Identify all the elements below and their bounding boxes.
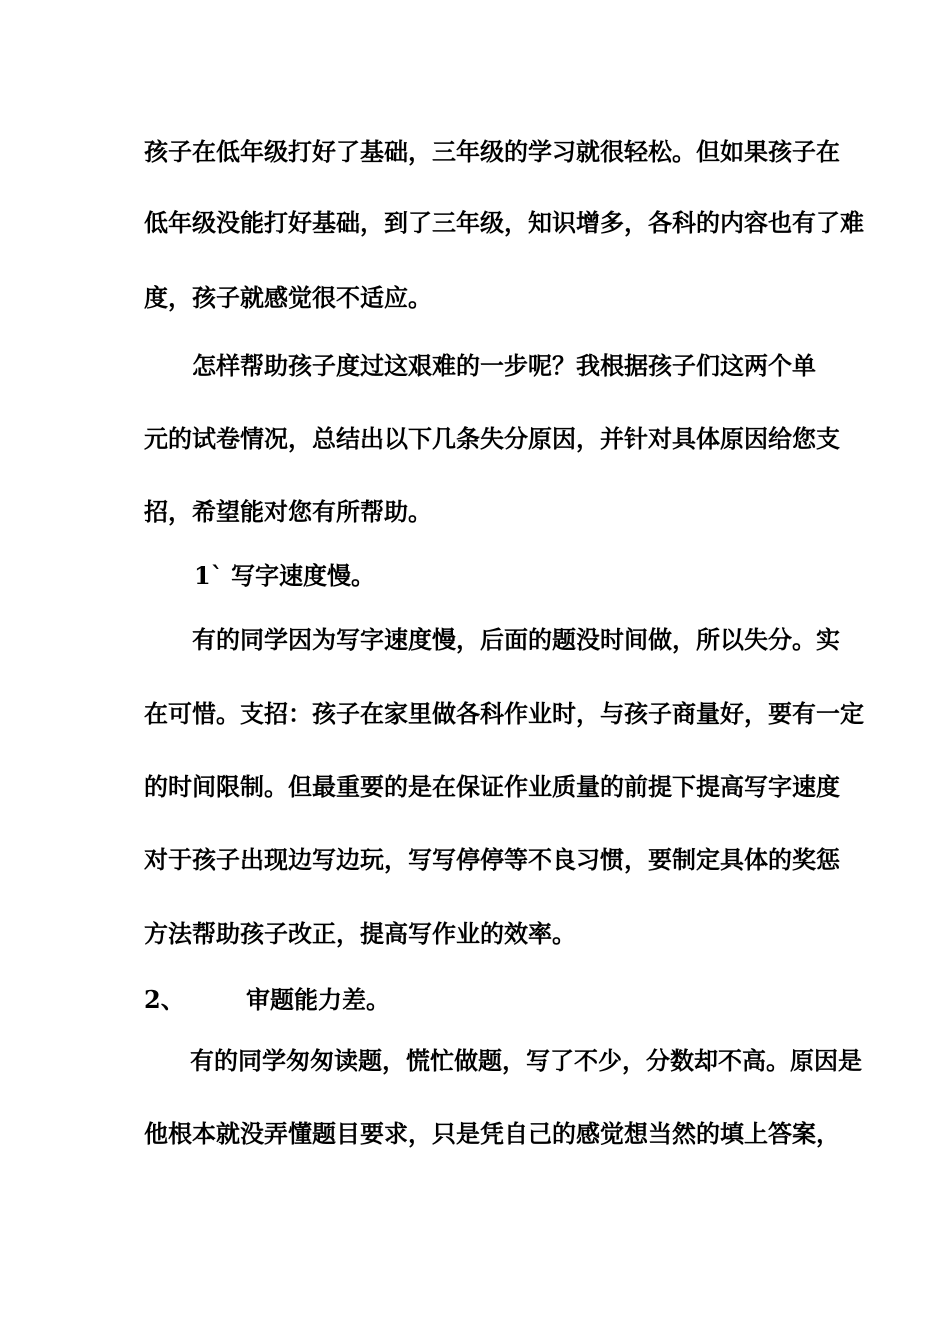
- item-2-heading: 审题能力差。: [246, 985, 390, 1014]
- paragraph-1-line-3: 度，孩子就感觉很不适应。: [144, 283, 432, 312]
- item-2-number: 2、: [144, 985, 185, 1014]
- item-1-line-3: 的时间限制。但最重要的是在保证作业质量的前提下提高写字速度: [144, 772, 840, 801]
- item-1-line-2: 在可惜。支招：孩子在家里做各科作业时，与孩子商量好，要有一定: [144, 699, 864, 728]
- item-2-line-2: 他根本就没弄懂题目要求，只是凭自己的感觉想当然的填上答案，: [144, 1119, 840, 1148]
- item-2-line-1: 有的同学匆匆读题，慌忙做题，写了不少，分数却不高。原因是: [190, 1046, 862, 1075]
- item-1-line-4: 对于孩子出现边写边玩，写写停停等不良习惯，要制定具体的奖惩: [144, 845, 840, 874]
- paragraph-2-line-1: 怎样帮助孩子度过这艰难的一步呢？我根据孩子们这两个单: [192, 351, 816, 380]
- paragraph-1-line-2: 低年级没能打好基础，到了三年级，知识增多，各科的内容也有了难: [144, 208, 864, 237]
- paragraph-2-line-2: 元的试卷情况，总结出以下几条失分原因，并针对具体原因给您支: [144, 424, 840, 453]
- item-1-line-1: 有的同学因为写字速度慢，后面的题没时间做，所以失分。实: [192, 625, 840, 654]
- paragraph-1-line-1: 孩子在低年级打好了基础，三年级的学习就很轻松。但如果孩子在: [144, 137, 840, 166]
- item-1-line-5: 方法帮助孩子改正，提高写作业的效率。: [144, 919, 576, 948]
- item-1-heading: 1` 写字速度慢。: [194, 561, 376, 590]
- paragraph-2-line-3: 招，希望能对您有所帮助。: [144, 497, 432, 526]
